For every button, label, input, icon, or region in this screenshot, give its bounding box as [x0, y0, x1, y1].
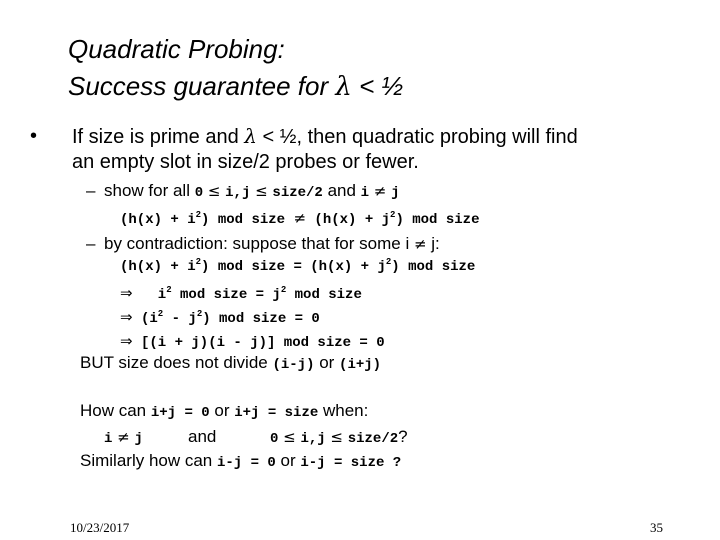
- eq-part: (h(x) + i: [120, 259, 196, 275]
- le-symbol: ≤: [283, 428, 296, 446]
- footer-date: 10/23/2017: [70, 520, 130, 535]
- bullet-marker: •: [30, 125, 38, 147]
- slide-title-line2: [68, 71, 403, 102]
- eq-part: (h(x) + i: [120, 212, 196, 228]
- ne-symbol: ≠: [413, 235, 427, 253]
- zero: 0: [194, 185, 204, 201]
- expr-b: i-j = size ?: [300, 455, 402, 471]
- ne-symbol: ≠: [117, 428, 130, 446]
- contra-tail: j:: [426, 234, 440, 253]
- eq-part: ) mod size: [395, 212, 480, 228]
- and-word: and: [322, 181, 361, 200]
- superscript: 2: [196, 309, 203, 319]
- ne-symbol: ≠: [293, 209, 307, 227]
- bullet-line1: [72, 124, 578, 149]
- show-dash: –: [86, 181, 96, 200]
- implication-1: [120, 284, 362, 303]
- expr-b: i+j = size: [234, 405, 319, 421]
- size-half: size/2: [347, 431, 399, 447]
- condition-line: [104, 427, 143, 449]
- le-symbol: ≤: [207, 182, 221, 200]
- title-tail: < ½: [351, 71, 404, 101]
- superscript: 2: [195, 210, 202, 220]
- or-word: or: [314, 353, 340, 372]
- zero: 0: [270, 431, 279, 447]
- question-mark: ?: [398, 427, 408, 446]
- contra-text: by contradiction: suppose that for some i: [104, 234, 414, 253]
- similarly-text: Similarly how can: [80, 451, 217, 470]
- show-equation: [120, 209, 479, 228]
- eq-part: ) mod size: [391, 259, 476, 275]
- eq-part: [(i + j)(i - j)] mod size = 0: [140, 335, 385, 351]
- superscript: 2: [280, 285, 287, 295]
- eq-part: i: [157, 287, 167, 303]
- slide-number: 35: [650, 520, 663, 535]
- var-i: i: [360, 185, 370, 201]
- eq-part: ) mod size = 0: [202, 311, 320, 327]
- eq-part: (h(x) + j: [306, 212, 391, 228]
- eq-part: mod size = j: [171, 287, 281, 303]
- superscript: 2: [166, 285, 172, 295]
- bullet-text-b: < ½, then quadratic probing will find: [256, 126, 578, 148]
- how-text: How can: [80, 401, 151, 420]
- but-text: BUT size does not divide: [80, 353, 273, 372]
- condition-and: and: [188, 427, 217, 446]
- condition-range: [270, 427, 408, 449]
- lambda-symbol: λ: [244, 124, 257, 148]
- superscript: 2: [157, 309, 164, 319]
- contra-dash: –: [86, 234, 96, 253]
- implication-2: [120, 308, 320, 327]
- but-line: [80, 353, 381, 375]
- implies-symbol: ⇒: [120, 332, 133, 350]
- expr-i-plus-j: (i+j): [339, 357, 382, 373]
- superscript: 2: [390, 210, 396, 220]
- implies-symbol: ⇒: [120, 284, 133, 302]
- size-half: size/2: [272, 185, 323, 201]
- similarly-line: [80, 451, 401, 473]
- slide-title-line1: Quadratic Probing:: [68, 34, 285, 64]
- superscript: 2: [195, 257, 202, 267]
- var-j: j: [391, 185, 400, 201]
- eq-part: - j: [163, 311, 197, 327]
- title-text: Success guarantee for: [68, 71, 336, 101]
- bullet-line2: an empty slot in size/2 probes or fewer.: [72, 151, 419, 173]
- var-i: i: [104, 431, 113, 447]
- expr-a: i+j = 0: [150, 405, 210, 421]
- expr-a: i-j = 0: [217, 455, 276, 471]
- show-line: [104, 181, 400, 203]
- contra-line: [104, 234, 440, 254]
- ij-vars: i,j: [300, 431, 326, 447]
- how-line: [80, 401, 368, 423]
- eq-part: mod size: [286, 287, 362, 303]
- eq-part: ) mod size: [201, 212, 294, 228]
- implication-3: [120, 332, 385, 351]
- show-label: show for all: [104, 181, 195, 200]
- eq-part: ) mod size = (h(x) + j: [201, 259, 386, 275]
- how-tail: when:: [318, 401, 369, 420]
- or-word: or: [275, 451, 301, 470]
- bullet-text-a: If size is prime and: [72, 126, 245, 148]
- le-symbol: ≤: [255, 182, 268, 200]
- lambda-symbol: λ: [335, 72, 352, 102]
- or-word: or: [209, 401, 235, 420]
- eq-part: (i: [140, 311, 158, 327]
- var-j: j: [134, 431, 143, 447]
- ij-vars: i,j: [225, 185, 251, 201]
- superscript: 2: [385, 257, 392, 267]
- contra-equation: [120, 259, 475, 275]
- expr-i-minus-j: (i-j): [272, 357, 315, 373]
- ne-symbol: ≠: [373, 182, 387, 200]
- implies-symbol: ⇒: [120, 308, 133, 326]
- le-symbol: ≤: [330, 428, 343, 446]
